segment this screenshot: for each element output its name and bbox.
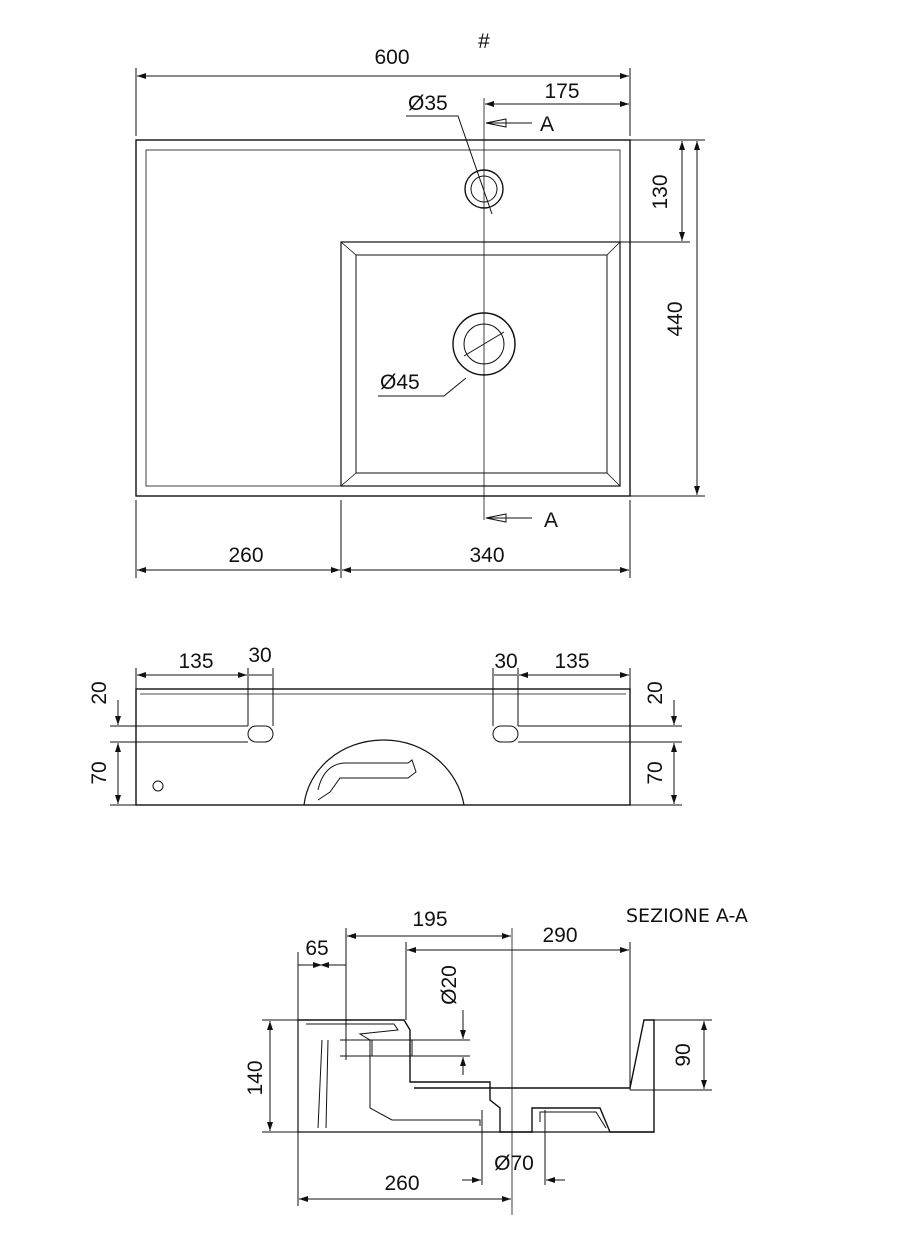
dim-65-label: 65	[305, 937, 329, 960]
dim-195-label: 195	[412, 908, 448, 931]
bowl-width-label: 340	[469, 544, 505, 567]
left-top-height-label: 20	[88, 681, 111, 705]
drain-hole-label: Ø45	[380, 371, 420, 394]
left-width-label: 260	[228, 544, 264, 567]
right-offset-label: 135	[554, 650, 590, 673]
left-slot-label: 30	[248, 644, 272, 667]
right-slot-label: 30	[494, 650, 518, 673]
right-bottom-height-label: 70	[644, 761, 667, 785]
dim-290-label: 290	[542, 924, 578, 947]
front-view	[88, 644, 682, 805]
section-profile	[298, 1020, 654, 1132]
overflow-hole	[153, 781, 163, 791]
dim-90-label: 90	[672, 1043, 695, 1067]
tap-offset-label: 175	[544, 80, 580, 103]
bowl-profile-arch	[304, 740, 464, 805]
section-view	[244, 905, 748, 1215]
left-bottom-height-label: 70	[88, 761, 111, 785]
center-marker: #	[478, 30, 490, 53]
top-view	[136, 30, 705, 578]
right-slot	[493, 726, 518, 742]
dim-260-label: 260	[384, 1172, 420, 1195]
tap-hole-label: Ø35	[408, 92, 448, 115]
section-marker-top: A	[540, 113, 555, 136]
dim-20-label: Ø20	[438, 965, 461, 1005]
left-slot	[248, 726, 273, 742]
basin-outline	[136, 140, 630, 496]
dim-140-label: 140	[244, 1060, 267, 1096]
overall-width-label: 600	[374, 46, 410, 69]
section-title: SEZIONE A-A	[626, 905, 748, 927]
overall-depth-label: 440	[664, 301, 687, 337]
left-offset-label: 135	[178, 650, 214, 673]
section-marker-bottom: A	[544, 509, 559, 532]
right-top-height-label: 20	[644, 681, 667, 705]
tap-depth-label: 130	[649, 174, 672, 210]
dim-70-label: Ø70	[494, 1152, 534, 1175]
front-outline	[136, 689, 630, 805]
